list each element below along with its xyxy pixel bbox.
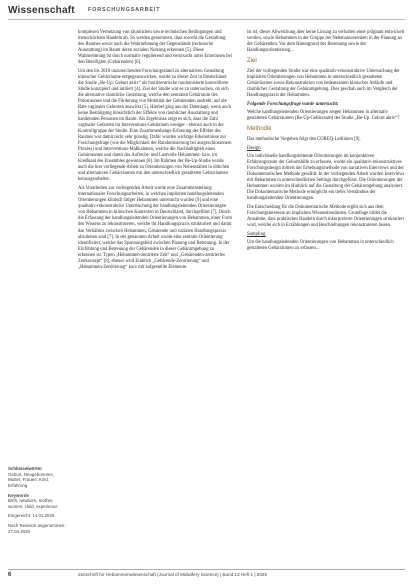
paragraph: Das methodische Vorgehen folgt den COREQ-Leitlinien [9]. <box>247 136 361 142</box>
heading-ziel: Ziel <box>247 58 257 65</box>
journal-brand: Wissenschaft <box>8 5 75 16</box>
keywords-block <box>8 466 68 489</box>
paragraph: Die Entscheidung für die Dokumentarische Methode ergibt sich aus dem Forschungsinteresse an impliziten Wissensbeständen. Grundlage bildet die Annahme, dass praktisches Handeln durch inkorporierte Orientierungen strukturiert wird, welche sich in Erzählungen und Beschreibungen rekonstruieren lassen. <box>247 204 404 228</box>
right-column <box>247 30 405 255</box>
footer-rule <box>8 569 405 570</box>
research-question-label: Folgende Forschungsfrage wurde untersucht: <box>247 101 339 107</box>
section-label: FORSCHUNGSARBEIT <box>88 7 161 13</box>
keywords-text: Geburt, Neugeborenes, Mutter, Frauen, Kind, Erfahrung <box>8 471 54 488</box>
journal-citation: Zeitschrift für Hebammenwissenschaft (Journal of Midwifery Science) | Band 13 Heft 1 | 2025 <box>78 572 268 577</box>
keywords-en-text: Birth, newborn, mother, women, child, experience <box>8 498 58 509</box>
left-column <box>78 30 232 274</box>
paragraph: Um individuelle handlungsleitende Orientierungen im konjunktiven Erfahrungsraum der Geburtshilfe zu erfassen, wurde ein qualitativ-rekonstruktives Forschungsdesign mittels der Erhebungsmethode von narrativen Interviews und der Dokumentarischen Methode gewählt. In der vorliegenden Arbeit wurden Interviews mit Hebammen in unterschiedlichen Settings durchgeführt. Die Orientierungen der Hebammen wurden im Hinblick auf die Gestaltung der Gebärumgebung analysiert. Die Dokumentarische Methode ermöglicht ein tiefes Verständnis der handlungsleitenden Orientierungen. <box>247 153 405 201</box>
keywords-en-block <box>8 493 68 510</box>
paragraph: Um den bis 2018 unzureichenden Forschungsstand zu alternativen Gestaltung klinischer Gebärräume entgegenzuwirken, wurde zu dieser Zeit in Deutschland die Studie „Be-Up: Geburt aktiv“ als multizentrische randomisierte kontrollierte Studie konzipiert und initiiert [4]. Ziel der Studie war es zu untersuchen, ob sich die alternative räumliche Gestaltung, welche den zentralen Gebärraum des Polosraumes und die Förderung von Mobilität der Gebärenden anstrebt, auf die Rate vaginaler Geburten auswirkt [5]. Hierbei ging aus der Datenlage, wenn auch keine Bestätigung hinsichtlich der Effekte von räumlicher Ausstattung und handelnden Personen im Raum. Als Ergebnisse zeigt es sich, dass die Zahl vaginaler Geburten im Interventions-Gebärraum weniger - ebenso auch in der Kontrollgruppe der Studie. Eine Zusammenhangs-Erfassung der Effekte des Raumes war damit nicht sehr günstig. Dafür wurden wichtige Erkenntnisse zur Forschungsfrage (wie die Möglichkeit der Randomisierung bei ausgeschlossenem Prozess) und Interventions-Maßnahmen, welche die Nachhaltigkeit eines Gebärraumes und damit das Aufrecht- und Lustvolle Hebammen- bzw. im Kreißsaal des Ensembles gewonnen [6]. Im Rahmen der Be-Up-Studie wurde auch die hier vorliegende Arbeit zu Orientierungen von Nebenstäben in üblichen und alternativen Gebärräumen mit den unterschiedlich gestalteten Gebärräumen herausgearbeitet. <box>78 69 232 183</box>
research-question: Welche handlungsleitenden Orientierungen zeigen Hebammen in alternativ gestalteten Gebärräumen (Be-Up-Gebärraum) der Studie „Be-Up: Geburt aktiv“? <box>247 109 400 121</box>
paragraph: Um die handlungsleitenden Orientierungen von Hebammen in unterschiedlich gestalteten Gebärräumen zu erfassen... <box>247 240 394 252</box>
article-meta <box>8 466 68 538</box>
paragraph: ist ist, dieser Abweichung aber keine Lösung zu verhalten einer prägnant entwickelt werden, sowie Hebammen in der Gruppe der Nebenanwesenheit in der Planung an der Gebärenden. Vor dem Hintergrund der Betreuung sowie der Handlungsorientierung... <box>247 30 405 54</box>
paragraph: komplexen Vernetzung von räumlichen sowie technischen Bedingungen und menschlichem Handeln ab. So werden genommen, dass sowohl die Gestaltung des Raumes sowie auch die Wahrnehmung der Gegenstände (technische Ausstattung) im Raum deren sozialen Nutzung erkennen [5]. Diese Wahrnehmung ist durch normativ regulierend und verursacht unter Emotionen bei den Beteiligten (Gebärenden) [6]. <box>78 30 232 66</box>
keywords-heading: Schlüsselwörter <box>8 466 42 471</box>
keywords-en-heading: Keywords <box>8 492 29 498</box>
page-number: 6 <box>8 572 12 578</box>
heading-methodik: Methodik <box>247 125 272 132</box>
accepted-date: Nach Revision angenommen: 27.04.2025 <box>8 523 66 534</box>
paragraph: Ziel der vorliegenden Studie war eine qualitativ-rekonstruktive Untersuchung der impliziten Orientierungen von Hebammen in unterschiedlich gestalteten Gebärräumen sowie Rekonstruktion von bedeutsamen klinischer Abläufe und räumlicher Gestaltung der Gebärumgebung. Dies geschah auch im Vergleich der Handlungspraxis der Hebammen. <box>247 68 400 98</box>
paragraph: Als Vorarbeiten zur vorliegenden Arbeit wurde eine Zusammenstellung internationaler Forschungsarbeiten, in welchen impliziten handlungsleitenden Orientierungen klinisch tätiger Hebammen untersucht wurden [9] und eine qualitativ-rekonstruktive Untersuchung der handlungsleitenden Orientierungen von Hebammen in klinischen Kontexten in Deutschland, durchgeführt [7]. Durch die Erfassung der handlungsleitenden Orientierungen von Hebammen, einer Form des Wissens zu rekonstruieren, welche ihr Handlungspraxis strukturiert und damit das Verhältnis zwischen Hebammen, Gebärende und sozialen Handlungspraxis abzuleiten sind [7]. In der genannten Arbeit wurde eine zentrale Orientierung identifiziert, welche das Spannungsfeld zwischen Planung und Betreuung. In der Einfühlung und Betreuung der Gebärenden in dieser Gebärumgebung zu erkennen ist. Typen „Hebammen-zentrierte Zeit“ und „Gebärenden-zentriertes Zeitkonzept“ [8], ebenso wird Einblick „Gebärende-Zentrierung“ und „Hebammen-Zentrierung“ kurz mit aufgestellte Elemente. <box>78 186 232 270</box>
subheading-design: Design <box>247 145 261 151</box>
submitted-date: Eingereicht: 14.01.2025 <box>8 513 55 519</box>
subheading-sampling: Sampling <box>247 231 266 237</box>
header-rule <box>8 19 405 20</box>
page-header <box>0 0 413 22</box>
